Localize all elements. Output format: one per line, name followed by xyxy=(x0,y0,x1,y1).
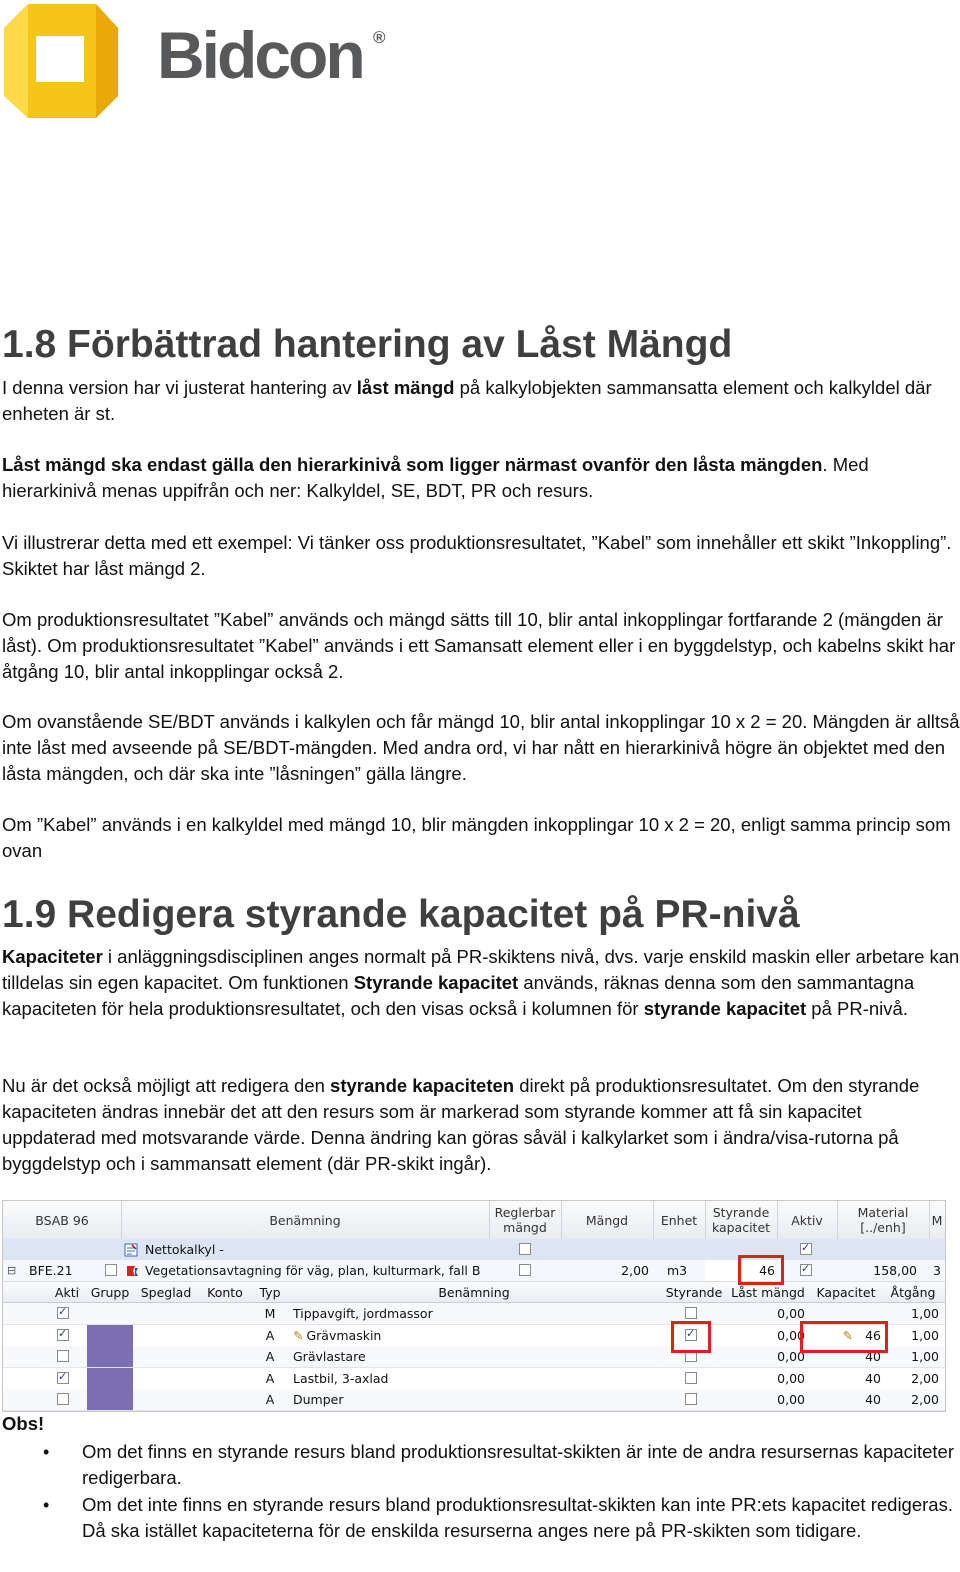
grupp-color xyxy=(87,1389,133,1410)
obs-list xyxy=(0,1439,958,1544)
col-material[interactable]: Material [../enh] xyxy=(837,1201,930,1239)
paragraph: Kapaciteter i anläggningsdisciplinen anges normalt på PR-skiktens nivå, dvs. varje enskild maskin eller arbetare kan tilldelas sin egen kapacitet. Om funktionen Styrande kapacitet används, räknas denna som den sammantagna kapaciteten för hela produktionsresultatet, och den visas också i kolumnen för styrande kapacitet på PR-nivå. xyxy=(2,946,960,1019)
grupp-color xyxy=(87,1346,133,1367)
atgang-value[interactable]: 1,00 xyxy=(911,1349,939,1364)
logo-registered: ® xyxy=(373,28,386,47)
bfe-checkbox[interactable] xyxy=(105,1264,117,1276)
sub-header xyxy=(3,1282,945,1303)
styrande-checkbox[interactable] xyxy=(685,1372,697,1384)
last-mangd-value[interactable]: 0,00 xyxy=(777,1392,805,1407)
col-m[interactable]: M xyxy=(931,1212,943,1228)
akti-checkbox[interactable] xyxy=(57,1329,69,1341)
paragraph: Om ovanstående SE/BDT används i kalkylen och får mängd 10, blir antal inkopplingar 10 x 2 = 20. Mängden är alltså inte låst med avseende på SE/BDT-mängden. Med andra ord, vi har nått en hierarkinivå högre än objektet med den låsta mängden, och där ska inte ”låsningen” gälla längre. xyxy=(2,711,960,784)
resource-name: Tippavgift, jordmassor xyxy=(293,1306,433,1321)
atgang-value[interactable]: 1,00 xyxy=(911,1328,939,1343)
aktiv-checkbox[interactable] xyxy=(800,1243,812,1255)
sub-col-kapacitet[interactable]: Kapacitet xyxy=(816,1284,876,1300)
bfe-edge-value: 3 xyxy=(933,1263,941,1278)
calculation-grid-screenshot xyxy=(2,1200,946,1412)
col-mangd[interactable]: Mängd xyxy=(561,1201,654,1239)
last-mangd-value[interactable]: 0,00 xyxy=(777,1349,805,1364)
sub-col-last-mangd[interactable]: Låst mängd xyxy=(731,1284,805,1300)
grid-header xyxy=(3,1201,945,1240)
sub-col-konto[interactable]: Konto xyxy=(207,1284,243,1300)
atgang-value[interactable]: 2,00 xyxy=(911,1392,939,1407)
last-mangd-value[interactable]: 0,00 xyxy=(777,1371,805,1386)
col-reglerbar[interactable]: Reglerbar mängd xyxy=(489,1201,562,1239)
sub-col-grupp[interactable]: Grupp xyxy=(90,1284,130,1300)
resource-name: Grävmaskin xyxy=(306,1328,382,1343)
col-enhet[interactable]: Enhet xyxy=(653,1201,706,1239)
sub-col-benamning[interactable]: Benämning xyxy=(438,1284,510,1300)
sub-col-akti[interactable]: Akti xyxy=(54,1284,80,1300)
kapacitet-value[interactable]: 46 xyxy=(865,1328,881,1343)
atgang-value[interactable]: 2,00 xyxy=(911,1371,939,1386)
atgang-value[interactable]: 1,00 xyxy=(911,1306,939,1321)
section-heading-1-8: 1.8 Förbättrad hantering av Låst Mängd xyxy=(2,323,733,366)
obs-label: Obs! xyxy=(2,1413,45,1434)
collapse-icon[interactable]: ⊟ xyxy=(7,1264,17,1277)
paragraph: Vi illustrerar detta med ett exempel: Vi tänker oss produktionsresultatet, ”Kabel” som innehåller ett skikt ”Inkoppling”. Skiktet har låst mängd 2. xyxy=(2,532,952,579)
sub-col-typ[interactable]: Typ xyxy=(259,1284,281,1300)
resource-name: Lastbil, 3-axlad xyxy=(293,1371,389,1386)
sub-col-atgang[interactable]: Åtgång xyxy=(890,1284,936,1300)
bfe-material: 158,00 xyxy=(873,1263,917,1278)
last-mangd-value[interactable]: 0,00 xyxy=(777,1328,805,1343)
bfe-enhet: m3 xyxy=(667,1263,688,1278)
kapacitet-value[interactable]: 40 xyxy=(865,1392,881,1407)
resource-name: Grävlastare xyxy=(293,1349,366,1364)
aktiv-checkbox[interactable] xyxy=(800,1264,812,1276)
obs-item: • Om det inte finns en styrande resurs bland produktionsresultat-skikten kan inte PR:ets kapacitet redigeras. Då ska istället kapaciteterna för de enskilda resurserna anges nere på PR-skikten som tidigare. xyxy=(0,1492,958,1544)
last-mangd-value[interactable]: 0,00 xyxy=(777,1306,805,1321)
typ-value: A xyxy=(265,1349,275,1364)
bfe-mangd: 2,00 xyxy=(621,1263,649,1278)
typ-value: A xyxy=(265,1371,275,1386)
pencil-icon: ✎ xyxy=(842,1328,854,1343)
paragraph: Om produktionsresultatet ”Kabel” används och mängd sätts till 10, blir antal inkopplingar fortfarande 2 (mängden är låst). Om produktionsresultatet ”Kabel” används i ett Samansatt element eller i en byggdelstyp, och kabelns skikt har åtgång 10, blir antal inkopplingar också 2. xyxy=(2,609,956,682)
typ-value: A xyxy=(265,1392,275,1407)
akti-checkbox[interactable] xyxy=(57,1307,69,1319)
col-aktiv[interactable]: Aktiv xyxy=(777,1201,838,1239)
col-styrande[interactable]: Styrande kapacitet xyxy=(705,1201,778,1239)
typ-value: A xyxy=(265,1328,275,1343)
bfe-code: BFE.21 xyxy=(29,1263,73,1278)
obs-item: • Om det finns en styrande resurs bland produktionsresultat-skikten är inte de andra resursernas kapaciteter redigerbara. xyxy=(0,1439,958,1491)
styrande-checkbox[interactable] xyxy=(685,1393,697,1405)
bfe-row[interactable] xyxy=(3,1260,945,1282)
col-bsab[interactable]: BSAB 96 xyxy=(3,1201,122,1239)
resource-row[interactable] xyxy=(3,1389,945,1411)
highlight-styrande-kapacitet xyxy=(738,1255,784,1285)
resource-row[interactable] xyxy=(3,1368,945,1390)
paragraph: Om ”Kabel” används i en kalkyldel med mängd 10, blir mängden inkopplingar 10 x 2 = 20, enligt samma princip som ovan xyxy=(2,814,951,861)
reglerbar-checkbox[interactable] xyxy=(519,1264,531,1276)
nettokalkyl-label: Nettokalkyl - xyxy=(145,1242,224,1257)
pr-icon xyxy=(123,1260,141,1281)
highlight-styrande-checkbox xyxy=(671,1321,711,1353)
sub-col-speglad[interactable]: Speglad xyxy=(140,1284,192,1300)
paragraph: I denna version har vi justerat hantering av låst mängd på kalkylobjekten sammansatta element och kalkyldel där enheten är st. xyxy=(2,377,932,424)
resource-name: Dumper xyxy=(293,1392,344,1407)
kapacitet-value[interactable]: 40 xyxy=(865,1349,881,1364)
paragraph: Nu är det också möjligt att redigera den styrande kapaciteten direkt på produktionsresultatet. Om den styrande kapaciteten ändras innebär det att den resurs som är markerad som styrande kommer att få sin kapacitet uppdaterad med motsvarande värde. Denna ändring kan göras såväl i kalkylarket som i ändra/visa-rutorna på byggdelstyp och i sammansatt element (där PR-skikt ingår). xyxy=(2,1075,920,1174)
grupp-color xyxy=(87,1368,133,1389)
bfe-name: Vegetationsavtagning för väg, plan, kulturmark, fall B xyxy=(145,1263,481,1278)
styrande-checkbox[interactable] xyxy=(685,1307,697,1319)
typ-value: M xyxy=(264,1306,276,1321)
kapacitet-value[interactable]: 40 xyxy=(865,1371,881,1386)
col-benamning[interactable]: Benämning xyxy=(121,1201,490,1239)
highlight-kapacitet xyxy=(800,1321,888,1353)
sub-col-styrande[interactable]: Styrande xyxy=(665,1284,723,1300)
calc-icon xyxy=(121,1239,141,1260)
logo-wordmark: Bidcon xyxy=(157,18,363,92)
logo-mark xyxy=(4,4,118,118)
bfe-styrande-kapacitet[interactable]: 46 xyxy=(705,1260,775,1281)
paragraph: Låst mängd ska endast gälla den hierarkinivå som ligger närmast ovanför den låsta mängden. Med hierarkinivå menas uppifrån och ner: Kalkyldel, SE, BDT, PR och resurs. xyxy=(2,454,869,501)
reglerbar-checkbox[interactable] xyxy=(519,1243,531,1255)
grupp-color xyxy=(87,1325,133,1346)
pencil-icon: ✎ xyxy=(293,1328,304,1343)
akti-checkbox[interactable] xyxy=(57,1393,69,1405)
nettokalkyl-row[interactable] xyxy=(3,1239,945,1260)
section-heading-1-9: 1.9 Redigera styrande kapacitet på PR-nivå xyxy=(2,893,800,936)
akti-checkbox[interactable] xyxy=(57,1350,69,1362)
akti-checkbox[interactable] xyxy=(57,1372,69,1384)
